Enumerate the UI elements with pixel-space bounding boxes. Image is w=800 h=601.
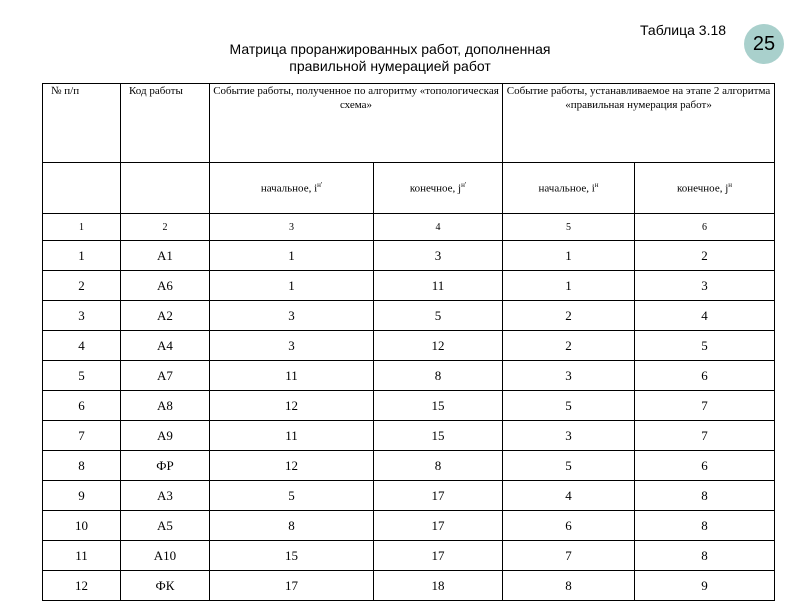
cell-num: 10: [43, 511, 121, 541]
cell-correct-end: 9: [635, 571, 775, 601]
header-topo-start: [210, 163, 374, 214]
cell-correct-start: 6: [503, 511, 635, 541]
cell-num: 7: [43, 421, 121, 451]
cell-topo-start: 12: [210, 451, 374, 481]
cell-correct-start: 1: [503, 271, 635, 301]
cell-code: А2: [121, 301, 210, 331]
header-topo-end: [374, 163, 503, 214]
cell-topo-start: 5: [210, 481, 374, 511]
cell-correct-end: 5: [635, 331, 775, 361]
cell-correct-end: 2: [635, 241, 775, 271]
cell-num: 5: [43, 361, 121, 391]
cell-topo-end: 12: [374, 331, 503, 361]
header-correct-end: [635, 163, 775, 214]
topo-end-sup: н': [461, 181, 467, 190]
header-correct-group: Событие работы, устанавливаемое на этапе 2 алгоритма «правильная нумерация работ»: [503, 84, 775, 163]
column-index: 1: [43, 214, 121, 241]
column-index: 4: [374, 214, 503, 241]
cell-correct-start: 1: [503, 241, 635, 271]
cell-topo-end: 17: [374, 511, 503, 541]
cell-num: 11: [43, 541, 121, 571]
cell-topo-end: 5: [374, 301, 503, 331]
cell-num: 1: [43, 241, 121, 271]
cell-code: А3: [121, 481, 210, 511]
table-row: [43, 451, 775, 481]
cell-num: 6: [43, 391, 121, 421]
cell-correct-start: 2: [503, 331, 635, 361]
cell-correct-end: 3: [635, 271, 775, 301]
document-title: [200, 41, 580, 75]
table-row: [43, 331, 775, 361]
topo-start-text: начальное, i: [260, 182, 318, 195]
title-line-2: правильной нумерацией работ: [289, 58, 491, 74]
topo-start-sup: н': [317, 181, 323, 190]
cell-correct-end: 6: [635, 361, 775, 391]
cell-topo-start: 15: [210, 541, 374, 571]
cell-num: 3: [43, 301, 121, 331]
header-topo-group: Событие работы, полученное по алгоритму «топологическая схема»: [210, 84, 503, 163]
correct-end-text: конечное, j: [676, 182, 729, 195]
table-row: [43, 511, 775, 541]
cell-code: А9: [121, 421, 210, 451]
cell-topo-end: 15: [374, 391, 503, 421]
table-row: [43, 241, 775, 271]
cell-code: ФР: [121, 451, 210, 481]
cell-num: 2: [43, 271, 121, 301]
cell-topo-end: 8: [374, 361, 503, 391]
correct-end-sup: н: [728, 181, 733, 190]
cell-topo-start: 12: [210, 391, 374, 421]
cell-correct-start: 3: [503, 361, 635, 391]
header-code: Код работы: [121, 84, 210, 163]
title-line-1: Матрица проранжированных работ, дополненная: [229, 41, 551, 57]
column-index-row: [43, 214, 775, 241]
cell-code: А5: [121, 511, 210, 541]
header-correct-start: [503, 163, 635, 214]
cell-topo-start: 11: [210, 361, 374, 391]
cell-topo-end: 15: [374, 421, 503, 451]
cell-num: 9: [43, 481, 121, 511]
column-index: 6: [635, 214, 775, 241]
correct-start-text: начальное, i: [538, 182, 595, 195]
table-row: [43, 571, 775, 601]
header-row-groups: [43, 84, 775, 163]
correct-start-sup: н: [594, 181, 599, 190]
slide-number-badge: 25: [744, 24, 784, 64]
header-empty-2: [121, 163, 210, 214]
cell-num: 12: [43, 571, 121, 601]
topo-end-text: конечное, j: [409, 182, 462, 195]
cell-correct-end: 8: [635, 541, 775, 571]
cell-correct-end: 8: [635, 511, 775, 541]
cell-code: А7: [121, 361, 210, 391]
cell-code: А1: [121, 241, 210, 271]
cell-topo-end: 17: [374, 541, 503, 571]
cell-topo-end: 8: [374, 451, 503, 481]
header-row-subcolumns: [43, 163, 775, 214]
table-label: Таблица 3.18: [640, 22, 727, 38]
table-row: [43, 271, 775, 301]
header-num: № п/п: [43, 84, 121, 163]
cell-topo-end: 18: [374, 571, 503, 601]
cell-topo-end: 3: [374, 241, 503, 271]
table-row: [43, 301, 775, 331]
cell-topo-start: 8: [210, 511, 374, 541]
cell-correct-start: 5: [503, 451, 635, 481]
cell-topo-start: 1: [210, 241, 374, 271]
header-empty-1: [43, 163, 121, 214]
cell-correct-start: 4: [503, 481, 635, 511]
cell-code: А8: [121, 391, 210, 421]
cell-topo-start: 1: [210, 271, 374, 301]
cell-correct-end: 7: [635, 391, 775, 421]
cell-correct-end: 7: [635, 421, 775, 451]
cell-code: ФК: [121, 571, 210, 601]
cell-topo-end: 11: [374, 271, 503, 301]
cell-code: А6: [121, 271, 210, 301]
cell-correct-end: 6: [635, 451, 775, 481]
column-index: 2: [121, 214, 210, 241]
cell-num: 8: [43, 451, 121, 481]
cell-topo-end: 17: [374, 481, 503, 511]
cell-correct-start: 8: [503, 571, 635, 601]
table-row: [43, 391, 775, 421]
column-index: 5: [503, 214, 635, 241]
cell-correct-end: 4: [635, 301, 775, 331]
table-row: [43, 361, 775, 391]
ranked-works-matrix: [42, 83, 775, 601]
table-row: [43, 481, 775, 511]
cell-correct-start: 3: [503, 421, 635, 451]
cell-topo-start: 3: [210, 331, 374, 361]
cell-topo-start: 17: [210, 571, 374, 601]
cell-correct-start: 2: [503, 301, 635, 331]
cell-correct-start: 5: [503, 391, 635, 421]
cell-correct-start: 7: [503, 541, 635, 571]
cell-topo-start: 3: [210, 301, 374, 331]
cell-num: 4: [43, 331, 121, 361]
cell-code: А10: [121, 541, 210, 571]
cell-code: А4: [121, 331, 210, 361]
cell-correct-end: 8: [635, 481, 775, 511]
table-row: [43, 541, 775, 571]
column-index: 3: [210, 214, 374, 241]
cell-topo-start: 11: [210, 421, 374, 451]
table-row: [43, 421, 775, 451]
